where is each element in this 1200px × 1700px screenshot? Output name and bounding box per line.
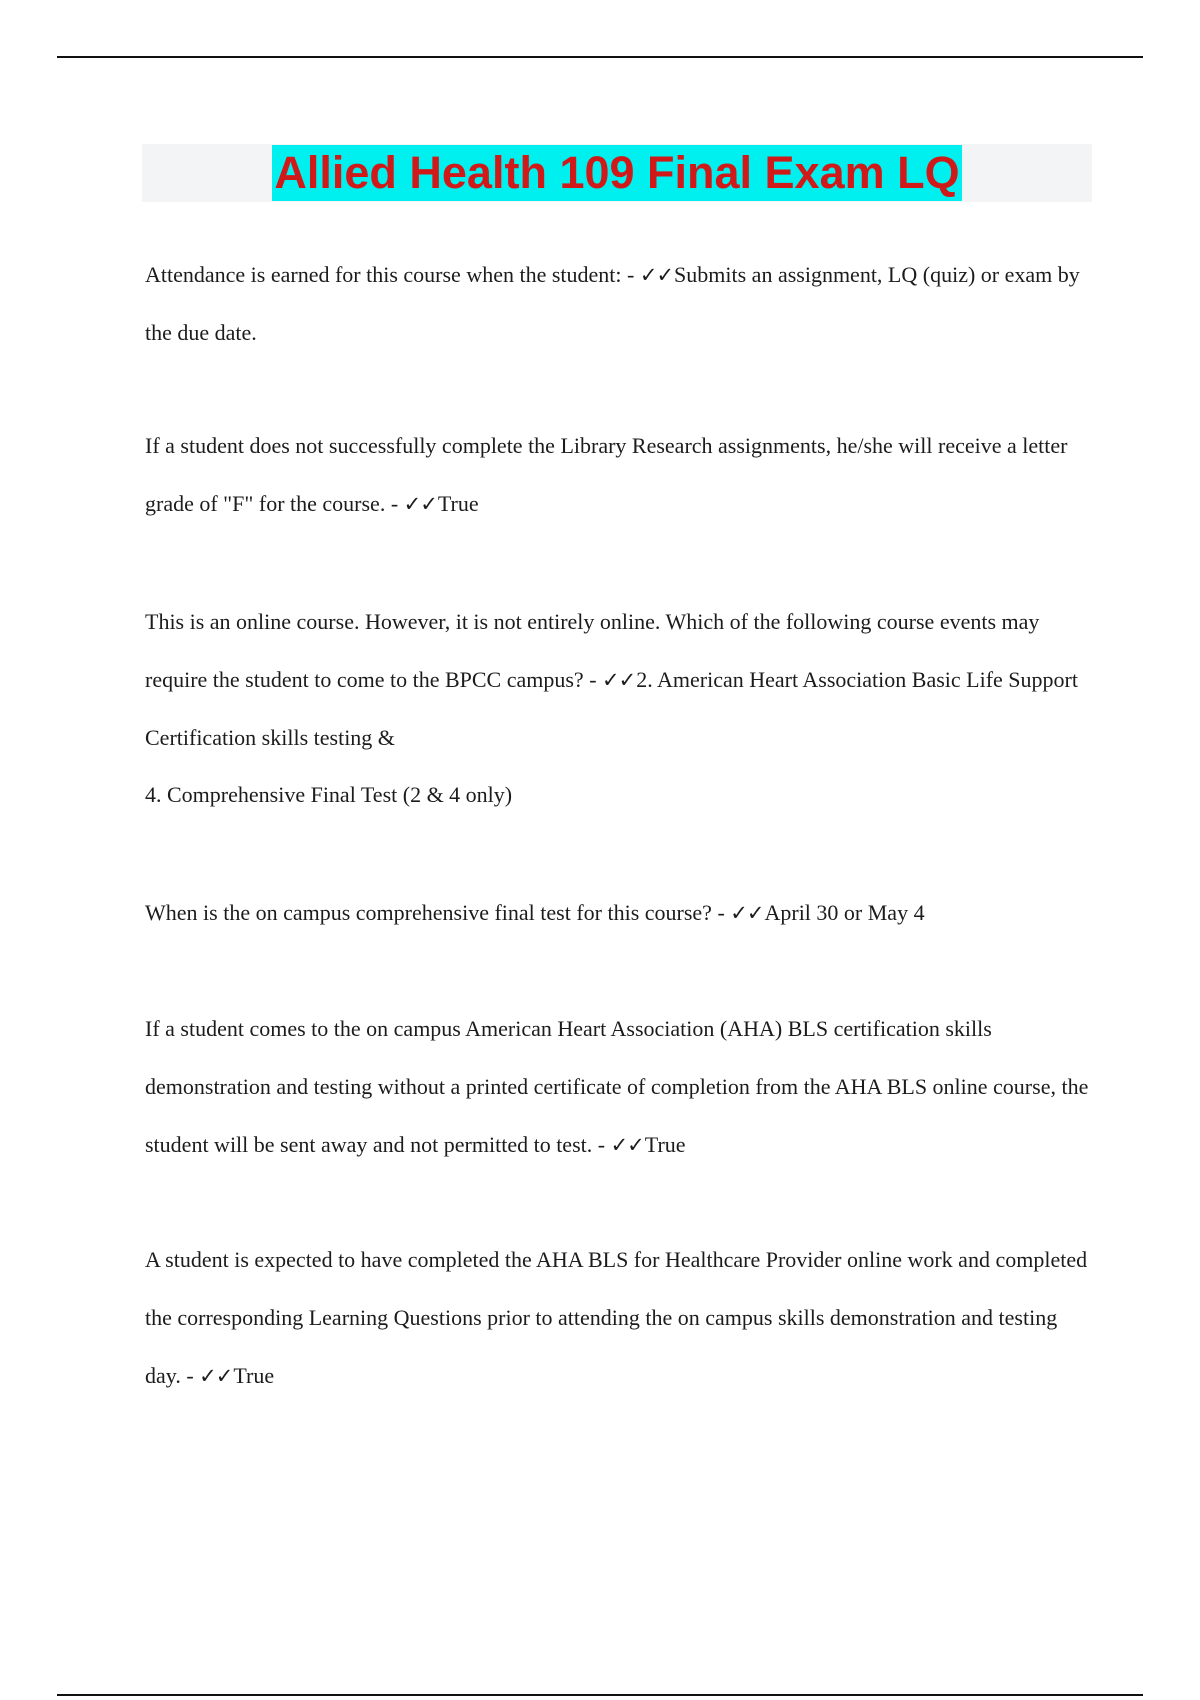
double-check-icon: ✓✓ [639,263,674,287]
double-check-icon: ✓✓ [403,492,437,516]
answer-text: April 30 or May 4 [764,900,925,925]
answer-text: True [233,1363,275,1388]
question-text: If a student does not successfully complete the Library Research assignments, he/she will receive a letter grade of "F" for the course. [145,433,1068,516]
separator: - [180,1363,200,1388]
footer-rule [57,1694,1143,1696]
separator: - [711,900,731,925]
title-band [142,144,1092,202]
double-check-icon: ✓✓ [199,1364,233,1388]
separator: - [385,491,404,516]
separator: - [621,262,640,287]
qa-item-2 [145,417,1095,533]
qa-item-6 [145,1231,1095,1405]
double-check-icon: ✓✓ [602,668,636,692]
qa-item-5 [145,1000,1095,1174]
double-check-icon: ✓✓ [610,1133,644,1157]
header-rule [57,56,1143,58]
question-text: If a student comes to the on campus American Heart Association (AHA) BLS certification skills demonstration and testing without a printed certificate of completion from the AHA BLS online course, the student will be sent away and not permitted to test. [145,1016,1089,1157]
question-text: This is an online course. However, it is not entirely online. Which of the following course events may require the student to come to the BPCC campus? [145,609,1040,692]
answer-text: 2. American Heart Association Basic Life Support Certification skills testing & [145,667,1078,750]
double-check-icon: ✓✓ [730,901,764,925]
answer-text-continued: 4. Comprehensive Final Test (2 & 4 only) [145,782,513,807]
question-text: Attendance is earned for this course when the student: [145,262,622,287]
qa-item-1 [145,246,1095,362]
answer-text: True [437,491,479,516]
answer-text: True [644,1132,686,1157]
separator: - [583,667,603,692]
qa-item-4 [145,884,1095,942]
question-text: A student is expected to have completed the AHA BLS for Healthcare Provider online work and completed the corresponding Learning Questions prior to attending the on campus skills demonstration and testing day. [145,1247,1088,1388]
page-title: Allied Health 109 Final Exam LQ [272,145,961,201]
qa-item-3 [145,593,1095,823]
separator: - [592,1132,611,1157]
question-text: When is the on campus comprehensive final test for this course? [145,900,712,925]
answer-text: Submits an assignment, LQ (quiz) or exam by the due date. [145,262,1080,345]
